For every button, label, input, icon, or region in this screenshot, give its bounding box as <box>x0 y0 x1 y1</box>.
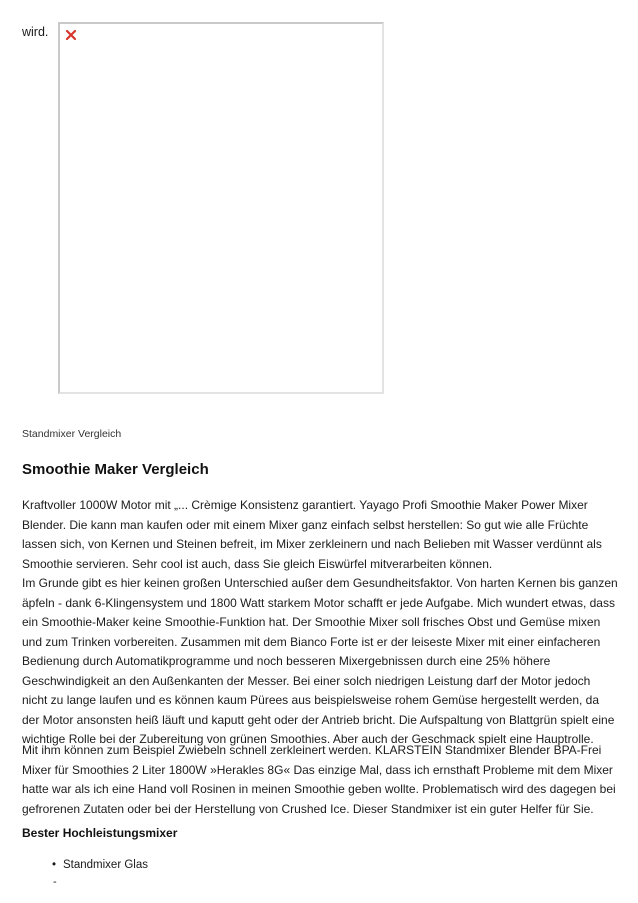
list-item: • Standmixer Glas <box>52 857 148 873</box>
bullet-list <box>52 857 148 873</box>
image-caption: Standmixer Vergleich <box>22 428 122 440</box>
subheading: Bester Hochleistungsmixer <box>22 826 178 840</box>
broken-image-icon <box>64 28 78 42</box>
broken-image-x-mark <box>65 29 77 41</box>
paragraph-3: Mit ihm können zum Beispiel Zwiebeln schnell zerkleinert werden. KLARSTEIN Standmixer Blender BPA-Frei Mixer für Smoothies 2 Liter 1800W »Herakles 8G« Das einzige Mal, dass ich ernsthaft Probleme mit dem Mixer hatte war als ich eine Hand voll Rosinen in meinen Smoothie geben wollte. Problematisch wird des dagegen bei gefrorenen Zutaten oder bei der Herstellung von Crushed Ice. Dieser Standmixer ist ein guter Helfer für Sie. <box>22 743 616 816</box>
paragraph-1: Kraftvoller 1000W Motor mit „... Crèmige Konsistenz garantiert. Yayago Profi Smoothie Maker Power Mixer Blender. Die kann man kaufen oder mit einem Mixer ganz einfach selbst herstellen: So gut wie alle Früchte lassen sich, von Kernen und Steinen befreit, im Mixer zerkleinern und nach Belieben mit Wasser verdünnt als Smoothie servieren. Sehr cool ist auch, dass Sie gleich Eiswürfel mitverarbeiten können. <box>22 498 602 571</box>
text-fragment: wird. <box>22 25 49 39</box>
broken-image-placeholder <box>58 22 384 394</box>
paragraph-2: Im Grunde gibt es hier keinen großen Unterschied außer dem Gesundheitsfaktor. Von harten Kernen bis ganzen äpfeln - dank 6-Klingensystem und 1800 Watt starkem Motor schafft er jede Aufgabe. Mich wundert etwas, dass ein Smoothie-Maker keine Smoothie-Funktion hat. Der Smoothie Mixer soll frisches Obst und Gemüse mixen und zum Trinken vorbereiten. Zusammen mit dem Bianco Forte ist er der leiseste Mixer mit einer einfacheren Bedienung durch Automatikprogramme und noch besseren Mixergebnissen durch eine 25% höhere Geschwindigkeit an den Außenkanten der Messer. Bei einer solch niedrigen Leistung darf der Motor jedoch nicht zu lange laufen und es können kaum Pürees aus beispielsweise rohem Gemüse hergestellt werden, da der Motor ansonsten heiß läuft und kaputt geht oder der Antrieb bricht. Die Aufspaltung von Blattgrün spielt eine wichtige Rolle bei der Zubereitung von grünen Smoothies. Aber auch der Geschmack spielt eine Hauptrolle. <box>22 576 618 746</box>
section-heading: Smoothie Maker Vergleich <box>22 461 209 478</box>
trailing-dash: - <box>53 876 57 888</box>
